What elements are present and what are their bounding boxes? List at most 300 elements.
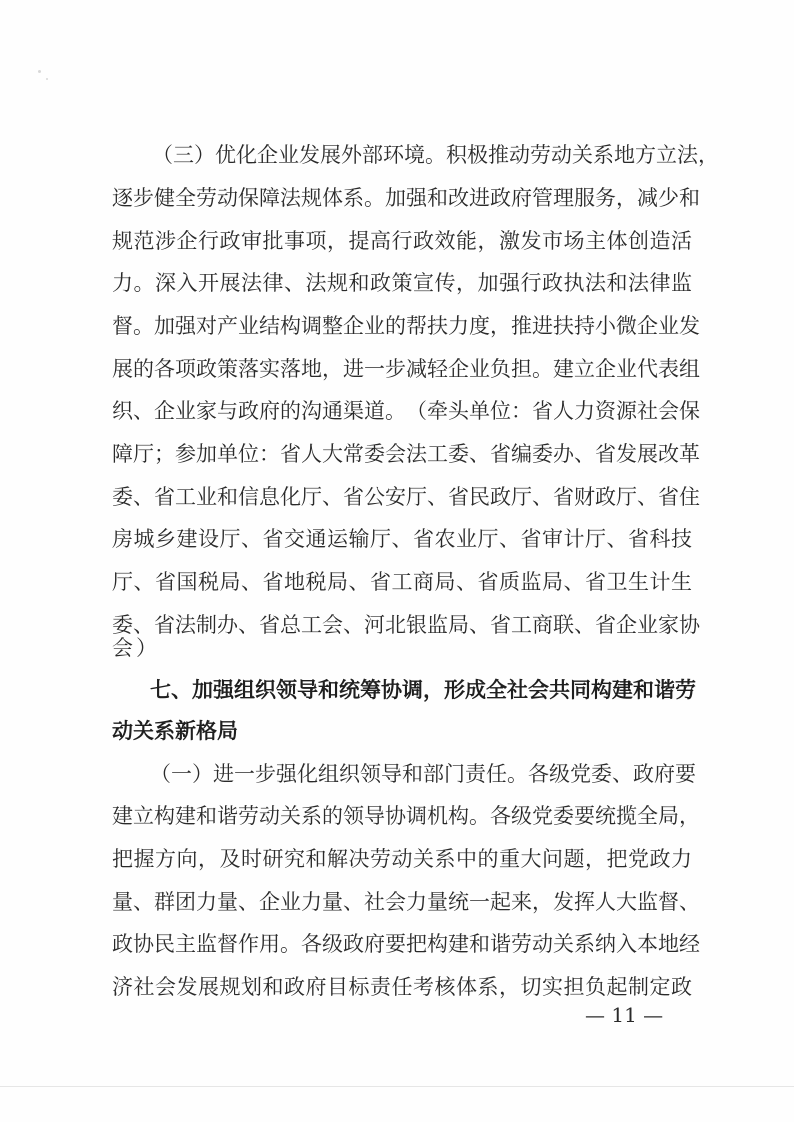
text-glyph: 项: [305, 229, 327, 253]
text-glyph: 担: [511, 357, 532, 381]
text-glyph: 负: [585, 975, 606, 999]
text-glyph: 省: [520, 527, 542, 551]
text-glyph: 。: [425, 143, 446, 167]
text-glyph: 政: [490, 485, 511, 509]
text-glyph: 局: [448, 613, 469, 637]
text-glyph: 量: [217, 890, 238, 914]
text-glyph: 息: [259, 485, 280, 509]
text-glyph: 构: [591, 678, 612, 702]
text-glyph: 会: [528, 678, 549, 702]
text-glyph: 府: [511, 186, 532, 210]
text-glyph: 企: [637, 314, 658, 338]
text-glyph: 保: [679, 399, 700, 423]
text-glyph: 企: [448, 357, 469, 381]
text-glyph: ，: [585, 847, 606, 871]
text-glyph: 理: [553, 186, 574, 210]
text-glyph: 代: [637, 357, 658, 381]
text-glyph: 强: [499, 271, 520, 295]
text-glyph: 进: [469, 186, 490, 210]
text-glyph: 、: [133, 890, 154, 914]
text-glyph: 保: [238, 186, 259, 210]
text-glyph: 银: [406, 613, 427, 637]
text-glyph: 各: [490, 804, 511, 828]
text-glyph: 推: [488, 143, 509, 167]
text-glyph: 住: [679, 485, 700, 509]
text-glyph: 审: [542, 527, 563, 551]
text-glyph: 大: [616, 890, 637, 914]
text-glyph: 税: [198, 570, 219, 594]
text-glyph: ，: [490, 314, 511, 338]
text-glyph: 发: [299, 143, 320, 167]
text-glyph: 、: [133, 613, 154, 637]
text-glyph: 进: [213, 762, 234, 786]
text-glyph: 河: [364, 613, 385, 637]
text-glyph: 构: [427, 932, 448, 956]
text-glyph: 加: [477, 271, 499, 295]
text-glyph: 劳: [370, 847, 391, 871]
text-glyph: 及: [219, 847, 241, 871]
text-glyph: 局: [542, 570, 563, 594]
text-glyph: 减: [637, 186, 658, 210]
text-glyph: 纳: [595, 932, 616, 956]
text-glyph: 社: [507, 678, 528, 702]
text-glyph: 输: [348, 527, 370, 551]
text-glyph: 府: [654, 762, 675, 786]
text-glyph: 业: [175, 399, 196, 423]
text-glyph: 部: [423, 762, 444, 786]
text-glyph: 宣: [413, 271, 434, 295]
text-glyph: 、: [456, 570, 477, 594]
text-glyph: 会: [155, 975, 176, 999]
text-glyph: 会: [658, 399, 679, 423]
text-glyph: 政: [595, 485, 616, 509]
text-glyph: 各: [528, 762, 549, 786]
paragraph-1-line: [112, 311, 700, 341]
text-glyph: 各: [154, 357, 175, 381]
text-glyph: 财: [574, 485, 595, 509]
text-glyph: 、: [679, 890, 700, 914]
text-glyph: 社: [637, 399, 658, 423]
text-glyph: 工: [511, 613, 532, 637]
text-glyph: 解: [327, 847, 348, 871]
paragraph-2-line: [150, 759, 696, 789]
text-glyph: 系: [434, 847, 456, 871]
text-glyph: 开: [198, 271, 219, 295]
text-glyph: 信: [238, 485, 259, 509]
text-glyph: 动: [509, 143, 530, 167]
text-glyph: 持: [574, 314, 595, 338]
text-glyph: 力: [448, 314, 469, 338]
text-glyph: 立: [656, 143, 677, 167]
text-glyph: 。: [133, 314, 154, 338]
section-heading-line-1: [150, 675, 696, 705]
text-glyph: 省: [155, 570, 176, 594]
text-glyph: 、: [241, 527, 262, 551]
text-glyph: 考: [413, 975, 434, 999]
text-glyph: 业: [616, 357, 637, 381]
text-glyph: 律: [649, 271, 671, 295]
text-glyph: 和: [318, 678, 339, 702]
text-glyph: 构: [280, 314, 301, 338]
text-glyph: 交: [284, 527, 305, 551]
text-glyph: 、: [343, 890, 364, 914]
text-glyph: 全: [637, 804, 658, 828]
text-glyph: ；: [154, 442, 175, 466]
text-glyph: 范: [133, 229, 155, 253]
text-glyph: 业: [278, 143, 299, 167]
text-glyph: ，: [456, 271, 477, 295]
text-glyph: 级: [322, 932, 343, 956]
text-glyph: 全: [486, 678, 507, 702]
text-glyph: 深: [155, 271, 176, 295]
text-glyph: 地: [284, 570, 305, 594]
text-glyph: 委: [532, 442, 553, 466]
text-glyph: 、: [391, 527, 413, 551]
text-glyph: 用: [259, 932, 280, 956]
text-glyph: 省: [628, 527, 649, 551]
text-glyph: 劳: [675, 678, 696, 702]
text-glyph: 商: [413, 570, 434, 594]
text-glyph: （: [406, 399, 427, 423]
text-glyph: 地: [614, 143, 635, 167]
text-glyph: 、: [322, 485, 343, 509]
text-glyph: 和: [633, 678, 654, 702]
text-glyph: 政: [413, 229, 434, 253]
text-glyph: 要: [574, 804, 595, 828]
text-glyph: 委: [364, 442, 385, 466]
text-glyph: 度: [469, 314, 490, 338]
text-glyph: 省: [280, 442, 301, 466]
text-glyph: 、: [238, 890, 259, 914]
text-glyph: 政: [490, 186, 511, 210]
text-glyph: 领: [343, 804, 364, 828]
text-glyph: 定: [649, 975, 671, 999]
text-glyph: 逐: [112, 186, 133, 210]
text-glyph: 服: [574, 186, 595, 210]
text-glyph: 、: [427, 485, 448, 509]
text-glyph: 传: [434, 271, 456, 295]
text-glyph: 微: [616, 314, 637, 338]
text-glyph: 统: [595, 804, 616, 828]
text-glyph: 障: [112, 442, 133, 466]
text-glyph: 厅: [477, 527, 499, 551]
text-glyph: 法: [585, 271, 606, 295]
text-glyph: 协: [381, 678, 402, 702]
text-glyph: 业: [238, 314, 259, 338]
text-glyph: 起: [490, 890, 511, 914]
text-glyph: 同: [570, 678, 591, 702]
text-glyph: 技: [671, 527, 692, 551]
text-glyph: 究: [284, 847, 305, 871]
text-glyph: 造: [649, 229, 671, 253]
text-glyph: 建: [448, 932, 469, 956]
text-glyph: 省: [370, 570, 391, 594]
text-glyph: 、: [606, 527, 628, 551]
text-glyph: 。: [280, 932, 301, 956]
text-glyph: 企: [257, 143, 278, 167]
paragraph-1-line: [112, 354, 700, 384]
text-glyph: 展: [198, 975, 219, 999]
text-glyph: 委: [112, 485, 133, 509]
text-glyph: 把: [406, 932, 427, 956]
paragraph-2-line: [112, 887, 700, 917]
text-glyph: 家: [658, 613, 679, 637]
text-glyph: 的: [322, 804, 343, 828]
text-glyph: 府: [364, 932, 385, 956]
text-glyph: 织: [112, 399, 133, 423]
text-glyph: 头: [448, 399, 469, 423]
text-glyph: 大: [322, 442, 343, 466]
text-glyph: 要: [675, 762, 696, 786]
text-glyph: 体: [456, 975, 477, 999]
text-glyph: 、: [241, 570, 262, 594]
text-glyph: 策: [391, 271, 413, 295]
text-glyph: 七: [150, 678, 171, 702]
text-glyph: 工: [301, 613, 322, 637]
paragraph-1-line: [112, 524, 692, 554]
text-glyph: 、: [133, 485, 154, 509]
text-glyph: 扶: [427, 314, 448, 338]
text-glyph: 发: [553, 890, 574, 914]
text-glyph: 、: [612, 762, 633, 786]
text-glyph: 织: [255, 678, 276, 702]
text-glyph: 共: [549, 678, 570, 702]
text-glyph: 地: [658, 932, 679, 956]
text-glyph: 办: [553, 442, 574, 466]
text-glyph: 厅: [585, 527, 606, 551]
text-glyph: 场: [563, 229, 585, 253]
text-glyph: 门: [444, 762, 465, 786]
text-glyph: 、: [532, 485, 553, 509]
text-glyph: 厅: [219, 527, 241, 551]
text-glyph: 北: [385, 613, 406, 637]
text-glyph: 方: [155, 847, 176, 871]
text-glyph: 位: [490, 399, 511, 423]
text-glyph: 法: [677, 143, 698, 167]
text-glyph: 业: [456, 527, 477, 551]
text-glyph: 、: [133, 570, 155, 594]
text-glyph: 系: [574, 932, 595, 956]
text-glyph: 局: [658, 804, 679, 828]
text-glyph: 加: [196, 442, 217, 466]
text-glyph: 激: [499, 229, 520, 253]
text-glyph: 量: [112, 890, 133, 914]
text-glyph: 政: [671, 975, 692, 999]
text-glyph: 系: [343, 186, 364, 210]
text-glyph: 团: [175, 890, 196, 914]
text-glyph: 标: [348, 975, 370, 999]
text-glyph: 党: [628, 847, 649, 871]
paragraph-1-line: [112, 567, 692, 597]
text-glyph: 机: [427, 804, 448, 828]
text-glyph: 入: [176, 271, 198, 295]
text-glyph: 规: [112, 229, 133, 253]
text-glyph: 科: [649, 527, 671, 551]
text-glyph: 民: [469, 485, 490, 509]
text-glyph: 级: [511, 804, 532, 828]
text-glyph: 起: [606, 975, 628, 999]
text-glyph: 政: [542, 271, 563, 295]
text-glyph: 业: [637, 613, 658, 637]
text-glyph: 积: [446, 143, 467, 167]
text-glyph: 目: [327, 975, 348, 999]
scan-speck: [46, 78, 48, 80]
text-glyph: 领: [360, 762, 381, 786]
text-glyph: 力: [301, 890, 322, 914]
text-glyph: 革: [679, 442, 700, 466]
text-glyph: 计: [563, 527, 585, 551]
text-glyph: 省: [477, 570, 499, 594]
text-glyph: 调: [406, 804, 427, 828]
paragraph-1-line: [112, 633, 692, 663]
text-glyph: ，: [698, 143, 719, 167]
text-glyph: 级: [549, 762, 570, 786]
text-glyph: ，: [423, 678, 444, 702]
text-glyph: 通: [322, 399, 343, 423]
text-glyph: 建: [612, 678, 633, 702]
text-glyph: 来: [511, 890, 532, 914]
text-glyph: 建: [176, 527, 198, 551]
text-glyph: 劳: [196, 186, 217, 210]
text-glyph: 一: [469, 890, 490, 914]
text-glyph: 、: [469, 442, 490, 466]
text-glyph: 委: [553, 804, 574, 828]
text-glyph: 和: [469, 932, 490, 956]
text-glyph: 省: [585, 570, 606, 594]
paragraph-1-line: [112, 396, 700, 426]
text-glyph: ，: [679, 804, 700, 828]
text-glyph: 省: [262, 527, 284, 551]
text-glyph: ）: [136, 636, 157, 660]
text-glyph: 厅: [616, 485, 637, 509]
text-glyph: 、: [171, 678, 192, 702]
text-glyph: 人: [553, 399, 574, 423]
text-glyph: 展: [637, 442, 658, 466]
text-glyph: 法: [175, 613, 196, 637]
text-glyph: 和: [679, 186, 700, 210]
text-glyph: 时: [241, 847, 262, 871]
text-glyph: 企: [154, 399, 175, 423]
text-glyph: 系: [477, 975, 499, 999]
text-glyph: ，: [198, 847, 219, 871]
text-glyph: 力: [196, 890, 217, 914]
text-glyph: 行: [198, 229, 219, 253]
text-glyph: 关: [572, 143, 593, 167]
paragraph-1-line: [152, 140, 719, 170]
text-glyph: 厅: [133, 442, 154, 466]
text-glyph: 、: [563, 570, 585, 594]
text-glyph: 化: [297, 762, 318, 786]
paragraph-1-line: [112, 226, 692, 256]
text-glyph: 业: [196, 485, 217, 509]
text-glyph: 大: [520, 847, 542, 871]
text-glyph: 执: [563, 271, 585, 295]
text-glyph: 人: [301, 442, 322, 466]
text-glyph: 省: [490, 613, 511, 637]
text-glyph: 法: [628, 271, 649, 295]
text-glyph: 市: [542, 229, 563, 253]
text-glyph: 人: [595, 890, 616, 914]
text-glyph: 协: [133, 932, 154, 956]
text-glyph: 省: [658, 485, 679, 509]
text-glyph: 业: [658, 314, 679, 338]
text-glyph: 省: [262, 570, 284, 594]
text-glyph: 资: [595, 399, 616, 423]
text-glyph: 督: [658, 890, 679, 914]
text-glyph: 划: [241, 975, 262, 999]
text-glyph: 政: [112, 932, 133, 956]
text-glyph: 社: [133, 975, 155, 999]
text-glyph: 动: [391, 847, 413, 871]
text-glyph: 一: [234, 762, 255, 786]
text-glyph: 厅: [406, 485, 427, 509]
text-glyph: 负: [490, 357, 511, 381]
text-glyph: 、: [238, 613, 259, 637]
text-glyph: ：: [511, 399, 532, 423]
text-glyph: 一: [364, 357, 385, 381]
text-glyph: 律: [262, 271, 284, 295]
text-glyph: 、: [348, 570, 370, 594]
text-glyph: 运: [327, 527, 348, 551]
text-glyph: 一: [171, 762, 192, 786]
text-glyph: 加: [154, 314, 175, 338]
text-glyph: 量: [322, 890, 343, 914]
text-glyph: 卫: [606, 570, 628, 594]
text-glyph: 行: [520, 271, 542, 295]
text-glyph: 政: [219, 229, 241, 253]
text-glyph: 责: [465, 762, 486, 786]
text-glyph: 和: [427, 186, 448, 210]
text-glyph: ）: [194, 143, 215, 167]
text-glyph: （: [150, 762, 171, 786]
text-glyph: 建: [553, 357, 574, 381]
text-glyph: 地: [301, 357, 322, 381]
text-glyph: 企: [176, 229, 198, 253]
text-glyph: 决: [348, 847, 370, 871]
text-glyph: 监: [520, 570, 542, 594]
text-glyph: 发: [679, 314, 700, 338]
text-glyph: 的: [477, 847, 499, 871]
text-glyph: 总: [280, 613, 301, 637]
text-glyph: ，: [532, 890, 553, 914]
text-glyph: 动: [551, 143, 572, 167]
text-glyph: 筹: [360, 678, 381, 702]
text-glyph: 和: [196, 804, 217, 828]
text-glyph: 联: [553, 613, 574, 637]
text-glyph: 立: [574, 357, 595, 381]
text-glyph: 高: [370, 229, 391, 253]
text-glyph: 组: [679, 357, 700, 381]
text-glyph: 、: [284, 271, 305, 295]
text-glyph: 省: [553, 485, 574, 509]
text-glyph: 规: [219, 975, 241, 999]
text-glyph: 省: [595, 613, 616, 637]
text-glyph: 务: [595, 186, 616, 210]
paragraph-1-line: [112, 268, 692, 298]
text-glyph: 管: [532, 186, 553, 210]
text-glyph: 局: [219, 570, 241, 594]
text-glyph: 揽: [616, 804, 637, 828]
text-glyph: 道: [364, 399, 385, 423]
page-number: — 11 —: [585, 1003, 664, 1027]
text-glyph: 通: [305, 527, 327, 551]
text-glyph: 导: [364, 804, 385, 828]
text-glyph: 实: [542, 975, 563, 999]
text-glyph: 力: [671, 847, 692, 871]
text-glyph: 系: [593, 143, 614, 167]
text-glyph: 省: [532, 399, 553, 423]
text-glyph: 向: [176, 847, 198, 871]
